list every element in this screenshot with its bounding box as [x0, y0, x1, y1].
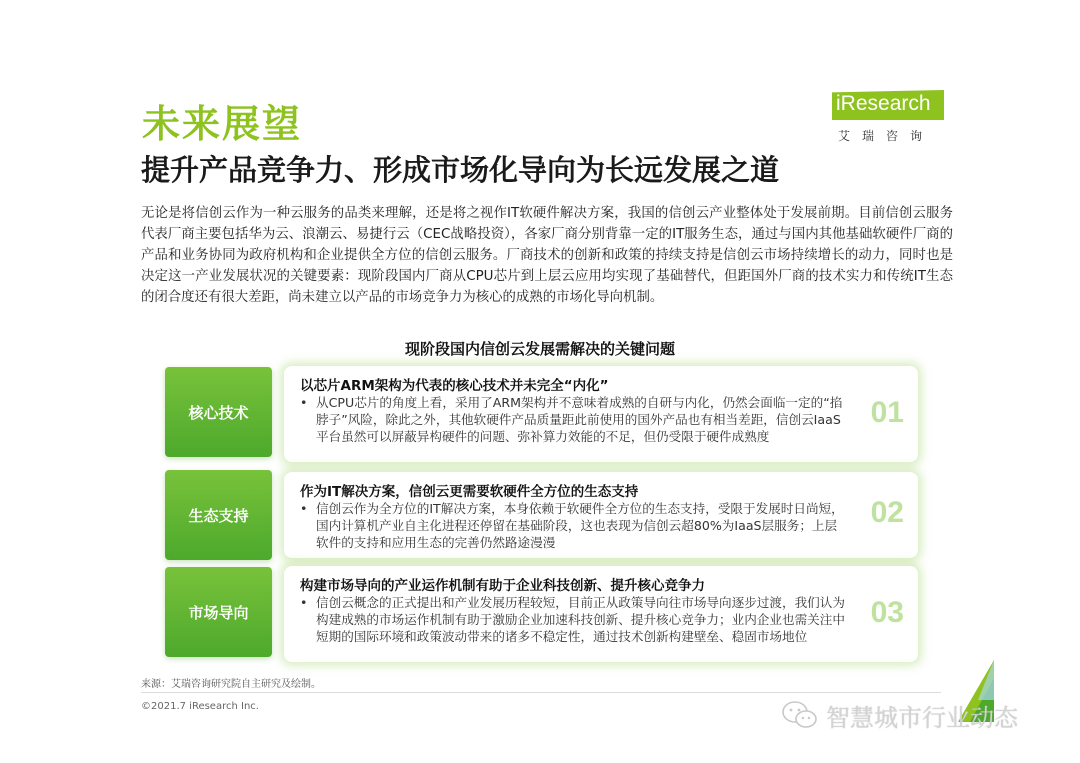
- wechat-icon: [782, 700, 818, 730]
- tag-market-orientation: 市场导向: [165, 567, 272, 657]
- issue-card-2: [284, 472, 918, 558]
- issue-number: 01: [870, 396, 904, 429]
- source-note: 来源：艾瑞咨询研究院自主研究及绘制。: [141, 679, 321, 690]
- bullet: •: [300, 395, 308, 410]
- watermark-text: 智慧城市行业动态: [826, 703, 1018, 732]
- logo-text: iResearch: [836, 92, 931, 115]
- issue-card-3: [284, 566, 918, 662]
- issue-number: 03: [870, 596, 904, 629]
- copyright: ©2021.7 iResearch Inc.: [141, 701, 259, 712]
- issue-body: [300, 500, 848, 551]
- issue-body: [300, 394, 848, 445]
- issue-title: 以芯片ARM架构为代表的核心技术并未完全“内化”: [300, 378, 609, 394]
- issue-text: 从CPU芯片的角度上看，采用了ARM架构并不意味着成熟的自研与内化，仍然会面临一定的“掐脖子”风险，除此之外，其他软硬件产品质量距此前使用的国外产品也有相当差距，信创云IaaS平台虽然可以屏蔽异构硬件的问题、弥补算力效能的不足，但仍受限于硬件成熟度: [316, 395, 843, 444]
- page-subtitle: 提升产品竞争力、形成市场化导向为长远发展之道: [141, 153, 780, 187]
- tag-core-tech: 核心技术: [165, 367, 272, 457]
- issue-title: 作为IT解决方案，信创云更需要软硬件全方位的生态支持: [300, 484, 639, 500]
- intro-paragraph: 无论是将信创云作为一种云服务的品类来理解，还是将之视作IT软硬件解决方案，我国的信创云产业整体处于发展前期。目前信创云服务代表厂商主要包括华为云、浪潮云、易捷行云（CEC战略投资），各家厂商分别背靠一定的IT服务生态，通过与国内其他基础软硬件厂商的产品和业务协同为政府机构和企业提供全方位的信创云服务。厂商技术的创新和政策的持续支持是信创云市场持续增长的动力，同时也是决定这一产业发展状况的关键要素：现阶段国内厂商从CPU芯片到上层云应用均实现了基础替代，但距国外厂商的技术实力和传统IT生态的闭合度还有很大差距，尚未建立以产品的市场竞争力为核心的成熟的市场化导向机制。: [141, 206, 953, 305]
- page-title: 未来展望: [142, 102, 303, 146]
- bullet: •: [300, 595, 308, 610]
- issue-body: [300, 594, 848, 645]
- section-heading: 现阶段国内信创云发展需解决的关键问题: [404, 340, 675, 358]
- logo-subtext: 艾瑞咨询: [838, 129, 935, 143]
- issue-number: 02: [870, 496, 904, 529]
- issue-card-1: [284, 366, 918, 462]
- issue-text: 信创云概念的正式提出和产业发展历程较短，目前正从政策导向往市场导向逐步过渡，我们认为构建成熟的市场运作机制有助于激励企业加速科技创新、提升核心竞争力；业内企业也需关注中短期的国际环境和政策波动带来的诸多不稳定性，通过技术创新构建壁垒、稳固市场地位: [316, 595, 845, 644]
- bullet: •: [300, 501, 308, 516]
- watermark: [782, 697, 1018, 733]
- footer-divider: [141, 692, 941, 693]
- iresearch-logo: [832, 90, 952, 145]
- issue-text: 信创云作为全方位的IT解决方案，本身依赖于软硬件全方位的生态支持，受限于发展时日尚短，国内计算机产业自主化进程还停留在基础阶段，这也表现为信创云超80%为IaaS层服务；上层软件的支持和应用生态的完善仍然路途漫漫: [316, 501, 844, 550]
- issue-title: 构建市场导向的产业运作机制有助于企业科技创新、提升核心竞争力: [300, 578, 705, 594]
- tag-ecosystem: 生态支持: [165, 470, 272, 560]
